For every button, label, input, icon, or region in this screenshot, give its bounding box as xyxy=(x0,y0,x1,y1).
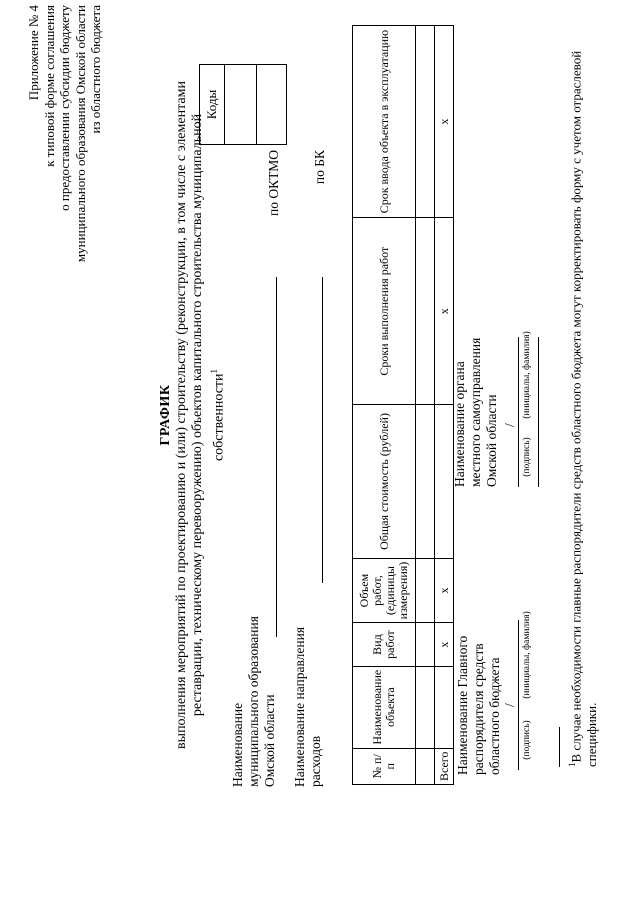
codes-header: Коды xyxy=(200,65,225,144)
table-cell[interactable] xyxy=(416,26,435,218)
left-signature-line[interactable] xyxy=(518,620,519,770)
col-header-commission-date: Срок ввода объекта в эксплуатацию xyxy=(353,26,416,218)
footnote-text: В случае необходимости главные распорядители средств областного бюджета могут корректировать форму с учетом отраслевой специфики. xyxy=(568,50,600,767)
left-name-caption: (инициалы, фамилия) xyxy=(522,611,532,699)
appendix-line: Приложение № 4 xyxy=(26,5,41,101)
codes-box xyxy=(199,64,287,145)
municipality-field-line[interactable] xyxy=(276,277,277,637)
bk-label: по БК xyxy=(312,150,327,185)
left-signature-block xyxy=(455,636,503,775)
table-cell: х xyxy=(435,558,454,623)
left-sign-line: областного бюджета xyxy=(487,657,502,775)
left-signature-slash: / xyxy=(502,703,517,707)
right-signature-slash: / xyxy=(502,423,517,427)
title-line: выполнения мероприятий по проектированию и (или) строительству (реконструкции, в том числе с элементами xyxy=(174,81,189,749)
right-sign-line: местного самоуправления xyxy=(468,337,483,487)
col-header-total-cost: Общая стоимость (рублей) xyxy=(353,405,416,559)
bk-code-cell[interactable] xyxy=(257,65,286,144)
direction-label xyxy=(292,627,324,787)
right-name-caption: (инициалы, фамилия) xyxy=(522,331,532,419)
col-header-object-name: Наименование объекта xyxy=(353,666,416,748)
title-line-text: реставрации, техническому перевооружению) объектов капитального строительства муниципальной собственности xyxy=(190,113,227,717)
appendix-line: муниципального образования Омской области xyxy=(72,5,88,263)
col-header-work-volume: Объем работ, (единицы измерения) xyxy=(353,558,416,623)
right-sign-line: Омской области xyxy=(484,394,499,487)
title-line xyxy=(190,75,228,755)
col-header-work-type: Вид работ xyxy=(353,623,416,666)
left-sign-line: Наименование Главного xyxy=(455,635,470,775)
appendix-header xyxy=(26,5,104,275)
oktmo-label: по ОКТМО xyxy=(266,150,281,216)
table-cell: х xyxy=(435,623,454,666)
table-header-row xyxy=(353,26,416,785)
right-signature-block xyxy=(452,338,500,487)
col-header-number: № п/п xyxy=(353,748,416,784)
footnote-mark: 1 xyxy=(567,762,577,767)
title-heading: ГРАФИК xyxy=(158,384,173,446)
table-cell[interactable] xyxy=(416,623,435,666)
col-header-work-terms: Сроки выполнения работ xyxy=(353,218,416,405)
table-cell[interactable] xyxy=(416,748,435,784)
table-cell[interactable] xyxy=(416,666,435,748)
footnote-separator xyxy=(559,727,560,767)
table-cell xyxy=(435,666,454,748)
appendix-line: к типовой форме соглашения xyxy=(41,5,57,167)
table-cell: х xyxy=(435,218,454,405)
table-cell[interactable] xyxy=(416,218,435,405)
direction-field-line[interactable] xyxy=(322,277,323,583)
left-sign-caption: (подпись) xyxy=(522,720,532,760)
appendix-line: из областного бюджета xyxy=(88,5,103,134)
document-title xyxy=(158,75,228,755)
oktmo-code-cell[interactable] xyxy=(225,65,257,144)
municipality-label-line: Омской области xyxy=(262,694,277,787)
municipality-label-line: Наименование xyxy=(230,702,245,787)
direction-label-line: расходов xyxy=(308,735,323,787)
footnote xyxy=(564,37,600,767)
schedule-table xyxy=(352,25,454,785)
table-cell[interactable] xyxy=(416,558,435,623)
left-sign-line: распорядителя средств xyxy=(471,643,486,775)
table-row xyxy=(416,26,435,785)
footnote-ref: 1 xyxy=(209,368,219,374)
municipality-label xyxy=(230,616,278,787)
direction-label-line: Наименование направления xyxy=(292,626,307,787)
right-extra-line xyxy=(538,337,539,487)
right-signature-line[interactable] xyxy=(518,337,519,487)
municipality-label-line: муниципального образования xyxy=(246,616,261,787)
right-sign-line: Наименование органа xyxy=(452,361,467,487)
appendix-line: о предоставлении субсидии бюджету xyxy=(57,5,72,211)
table-cell[interactable] xyxy=(416,405,435,559)
table-total-row xyxy=(435,26,454,785)
table-cell[interactable] xyxy=(435,405,454,559)
right-sign-caption: (подпись) xyxy=(522,437,532,477)
total-label: Всего xyxy=(435,748,454,784)
table-cell: х xyxy=(435,26,454,218)
